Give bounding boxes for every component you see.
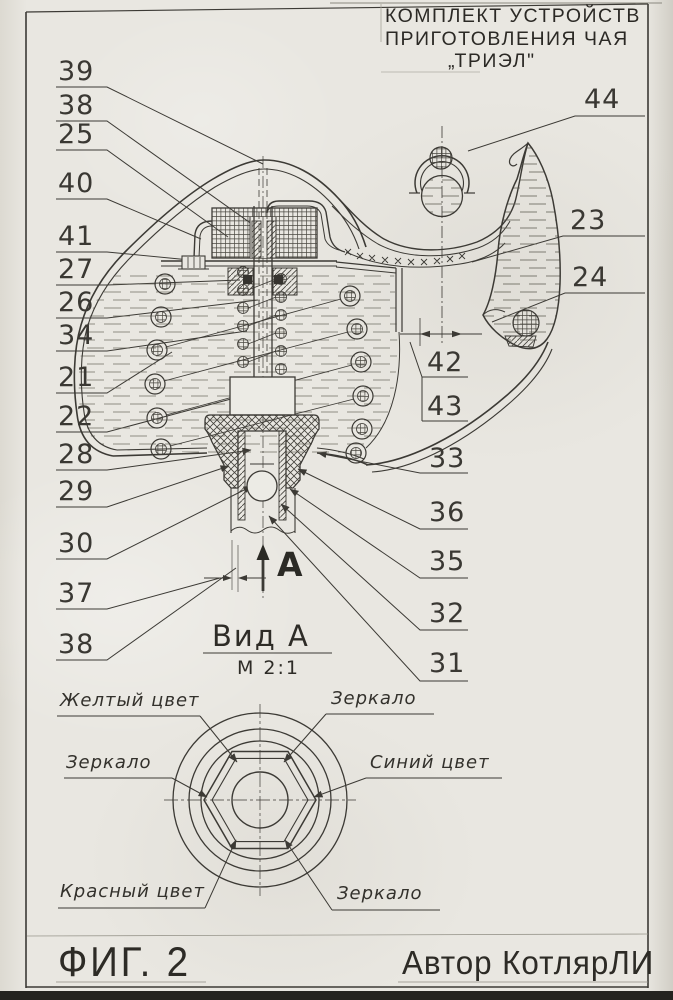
- callout-number: 31: [429, 648, 466, 679]
- view-a-direction-arrow: [257, 544, 270, 591]
- callout-number: 42: [427, 347, 464, 378]
- label-mirror-left: Зеркало: [66, 752, 152, 773]
- callout-number: 26: [58, 287, 95, 318]
- label-red-color: Красный цвет: [60, 881, 205, 902]
- callout-number: 24: [572, 262, 609, 293]
- label-mirror-bottom: Зеркало: [337, 883, 423, 904]
- callout-number: 27: [58, 254, 95, 285]
- callout-number: 39: [58, 56, 95, 87]
- label-yellow-color: Желтый цвет: [60, 690, 200, 711]
- callout-number: 34: [58, 320, 95, 351]
- callout-number: 22: [58, 401, 95, 432]
- callout-number: 32: [429, 598, 466, 629]
- drawing-title-line1: КОМПЛЕКТ УСТРОЙСТВ: [385, 5, 641, 27]
- drawing-title-line3: „ТРИЭЛ": [448, 50, 536, 72]
- figure-label: ФИГ. 2: [58, 938, 191, 985]
- callout-number: 40: [58, 168, 95, 199]
- callout-number: 38: [58, 90, 95, 121]
- callout-number: 25: [58, 119, 95, 150]
- callout-number: 30: [58, 528, 95, 559]
- callout-number: 33: [429, 443, 466, 474]
- detail-view-a: [164, 704, 366, 910]
- author-label: Автор КотлярЛИ: [402, 944, 655, 981]
- callout-number: 28: [58, 439, 95, 470]
- callout-number: 36: [429, 497, 466, 528]
- view-a-arrow-label: А: [277, 545, 303, 584]
- callout-number: 35: [429, 546, 466, 577]
- main-section-drawing: [74, 126, 560, 598]
- view-a-scale: М 2:1: [237, 657, 301, 679]
- view-a-title: Вид А: [212, 619, 310, 653]
- callout-number: 41: [58, 221, 95, 252]
- callout-number: 38: [58, 629, 95, 660]
- label-mirror-top: Зеркало: [331, 688, 417, 709]
- callout-number: 29: [58, 476, 95, 507]
- sheet-frame: [0, 3, 673, 1000]
- drawing-title-line2: ПРИГОТОВЛЕНИЯ ЧАЯ: [385, 28, 629, 50]
- callout-number: 37: [58, 578, 95, 609]
- label-blue-color: Синий цвет: [370, 752, 490, 773]
- callout-number: 23: [570, 205, 607, 236]
- callout-number: 44: [584, 84, 621, 115]
- callout-number: 43: [427, 391, 464, 422]
- callout-number: 21: [58, 362, 95, 393]
